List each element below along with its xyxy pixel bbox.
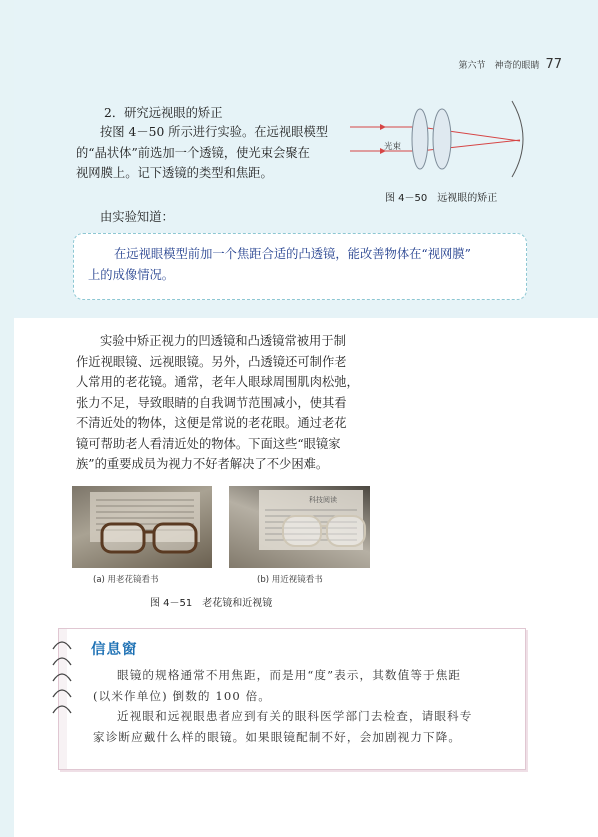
convex-lens	[412, 109, 428, 169]
left-margin-strip	[0, 0, 14, 837]
callout-line: 在远视眼模型前加一个焦距合适的凸透镜，能改善物体在“视网膜”	[114, 247, 471, 261]
reading-glasses-photo	[72, 486, 212, 568]
ray-arrow	[380, 124, 386, 130]
callout-text	[88, 244, 514, 286]
figure-4-51a-caption: (a) 用老花镜看书	[93, 575, 159, 585]
main-line: 实验中矫正视力的凹透镜和凸透镜常被用于制	[100, 334, 346, 348]
main-line: 镜可帮助老人看清近处的物体。下面这些“眼镜家	[76, 436, 341, 451]
spiral-binding-icon	[51, 655, 73, 667]
info-window-box	[58, 628, 526, 770]
photo-book-title: 科技阅读	[309, 496, 337, 504]
figure-4-50-caption: 图 4－50 远视眼的矫正	[385, 193, 498, 204]
spiral-binding-icon	[51, 639, 73, 651]
main-line: 不清近处的物体，这便是常说的老花眼。通过老花	[76, 416, 347, 430]
lens-experiment-figure	[350, 95, 528, 195]
myopia-glasses-photo	[229, 486, 370, 568]
figure-4-51-caption: 图 4－51 老花镜和近视镜	[150, 598, 273, 609]
header-section-title: 第六节 神奇的眼睛	[458, 61, 540, 71]
main-line: 作近视眼镜、远视眼镜。另外，凸透镜还可制作老	[76, 354, 347, 369]
running-header	[458, 57, 562, 72]
main-paragraph	[76, 331, 386, 475]
spiral-binding-icon	[51, 671, 73, 683]
conclusion-intro: 由实验知道：	[100, 210, 174, 224]
main-line: 族”的重要成员为视力不好者解决了不少困难。	[76, 457, 329, 471]
info-window-title: 信息窗	[91, 642, 138, 658]
callout-line: 上的成像情况。	[88, 268, 175, 282]
section-title: 2．研究远视眼的矫正	[104, 106, 223, 120]
info-line: 近视眼和远视眼患者应到有关的眼科医学部门去检查，请眼科专	[117, 709, 473, 723]
intro-line: 的“晶状体”前选加一个透镜，使光束会聚在	[76, 145, 310, 160]
spiral-binding-icon	[51, 703, 73, 715]
info-line: (以米作单位) 倒数的 100 倍。	[93, 688, 271, 703]
spiral-binding-icon	[51, 687, 73, 699]
info-window-text	[93, 665, 513, 747]
main-line: 人常用的老花镜。通常，老年人眼球周围肌肉松弛，	[76, 375, 359, 389]
info-line: 眼镜的规格通常不用焦距，而是用“度”表示，其数值等于焦距	[117, 668, 462, 682]
crystalline-lens	[433, 109, 451, 169]
intro-line: 视网膜上。记下透镜的类型和焦距。	[76, 166, 273, 180]
intro-paragraph	[76, 122, 354, 184]
conclusion-callout	[73, 233, 527, 300]
intro-line: 按图 4－50 所示进行实验。在远视眼模型	[100, 125, 329, 139]
main-line: 张力不足，导致眼睛的自我调节范围减小，使其看	[76, 395, 347, 410]
light-beam-label: 光束	[384, 142, 402, 152]
retina-curve	[512, 101, 523, 177]
info-line: 家诊断应戴什么样的眼镜。如果眼镜配制不好，会加剧视力下降。	[93, 729, 462, 744]
figure-4-51b-caption: (b) 用近视镜看书	[257, 575, 323, 585]
page-number: 77	[545, 57, 562, 72]
